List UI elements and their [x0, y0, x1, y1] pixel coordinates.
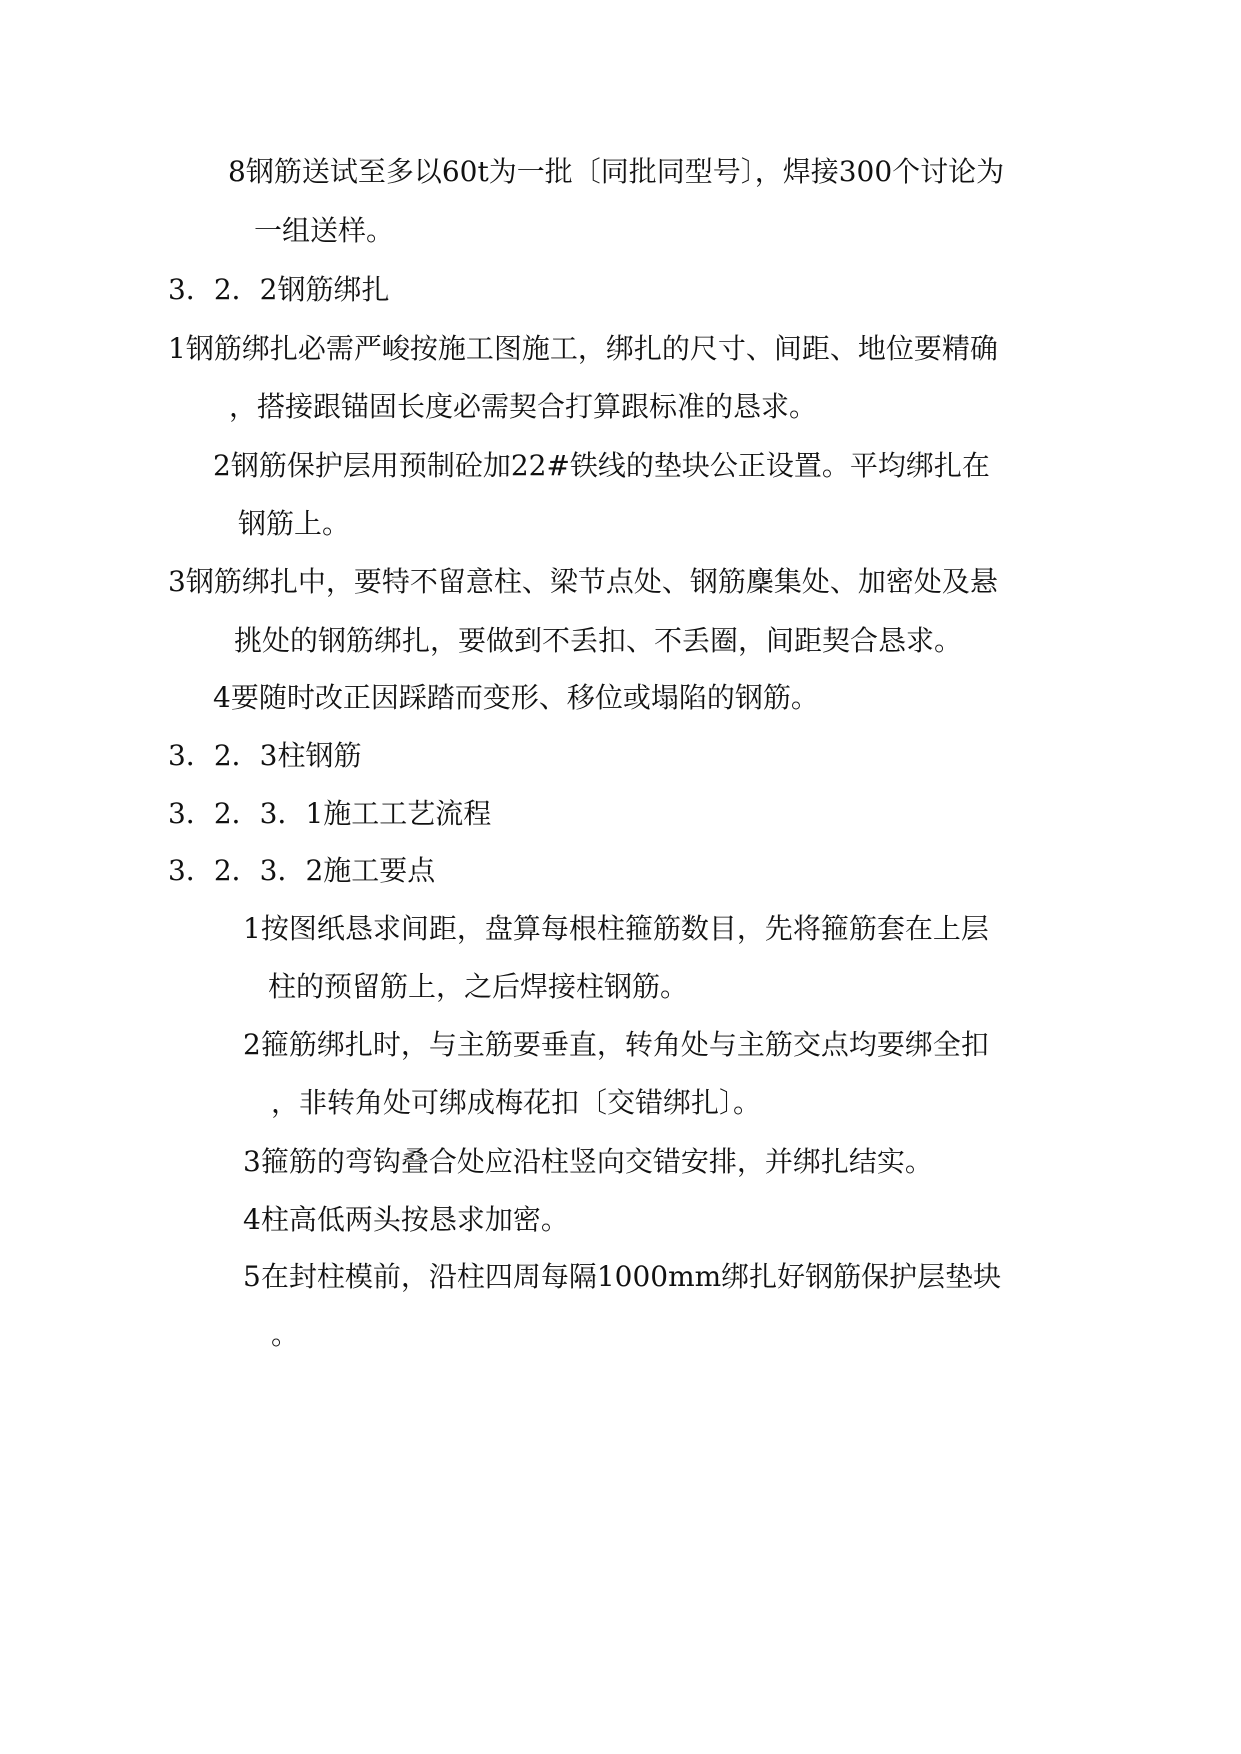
text-line-6: 2钢筋保护层用预制砼加22#铁线的垫块公正设置。平均绑扎在 [213, 449, 990, 482]
section-heading-3-2-2: 3．2．2钢筋绑扎 [168, 273, 390, 306]
text-line-17: ，非转角处可绑成梅花扣〔交错绑扎〕。 [271, 1086, 762, 1119]
text-line-5: ，搭接跟锚固长度必需契合打算跟标准的恳求。 [229, 390, 818, 423]
section-heading-3-2-3-2: 3．2．3．2施工要点 [168, 854, 436, 887]
section-heading-3-2-3: 3．2．3柱钢筋 [168, 739, 362, 772]
text-line-18: 3箍筋的弯钩叠合处应沿柱竖向交错安排，并绑扎结实。 [243, 1145, 933, 1178]
text-line-7: 钢筋上。 [238, 507, 351, 540]
text-line-20: 5在封柱模前，沿柱四周每隔1000mm绑扎好钢筋保护层垫块 [243, 1260, 1002, 1293]
text-line-16: 2箍筋绑扎时，与主筋要垂直，转角处与主筋交点均要绑全扣 [243, 1028, 989, 1061]
text-line-1: 8钢筋送试至多以60t为一批〔同批同型号〕，焊接300个讨论为 [228, 155, 1005, 188]
text-line-4: 1钢筋绑扎必需严峻按施工图施工，绑扎的尺寸、间距、地位要精确 [168, 332, 998, 365]
text-line-9: 挑处的钢筋绑扎，要做到不丢扣、不丢圈，间距契合恳求。 [234, 624, 963, 657]
text-line-2: 一组送样。 [254, 214, 395, 247]
section-heading-3-2-3-1: 3．2．3．1施工工艺流程 [168, 797, 492, 830]
text-line-19: 4柱高低两头按恳求加密。 [243, 1203, 569, 1236]
text-line-10: 4要随时改正因踩踏而变形、移位或塌陷的钢筋。 [213, 681, 819, 714]
text-line-15: 柱的预留筋上，之后焊接柱钢筋。 [268, 970, 689, 1003]
text-line-8: 3钢筋绑扎中，要特不留意柱、梁节点处、钢筋麇集处、加密处及悬 [168, 565, 998, 598]
text-line-21: 。 [271, 1318, 300, 1351]
text-line-14: 1按图纸恳求间距，盘算每根柱箍筋数目，先将箍筋套在上层 [243, 912, 989, 945]
